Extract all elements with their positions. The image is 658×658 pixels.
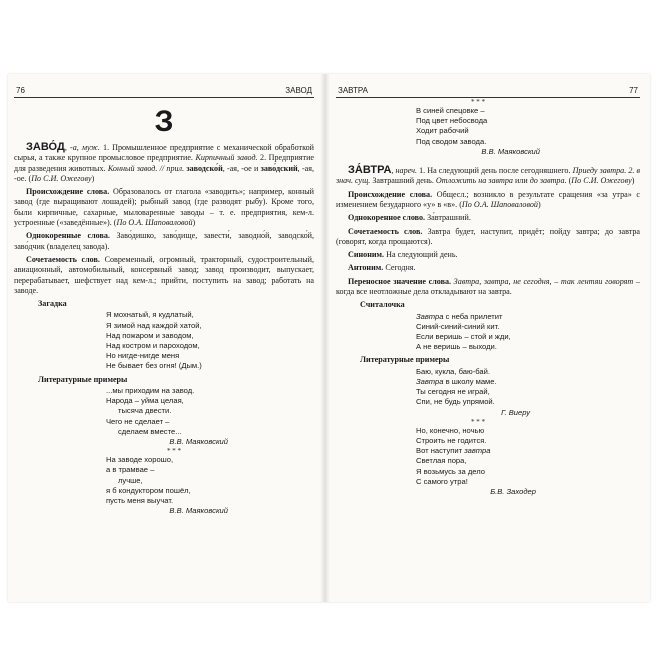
collocations-section: Сочетаемость слов. Завтра будет, наступит, придёт; пойду завтра; до завтра (говорят, когда прощаются). <box>336 226 640 246</box>
headword: ЗАВО́Д <box>26 141 65 153</box>
poem-line: тысяча двести. <box>118 406 172 416</box>
poem-line: С самого утра! <box>416 476 468 486</box>
stars-separator: * * * <box>471 98 485 106</box>
poem-line: Под цвет небосвода <box>416 116 488 126</box>
poem-line: Строить не годится. <box>416 435 487 445</box>
poem-line: Светлая пора, <box>416 456 467 466</box>
collocations-section: Сочетаемость слов. Современный, огромный, тракторный, судостроительный, авиационный, автомобильный, консервный завод; завод производит, выпускает, перерабатывает, шефствует над кем-л.; прийти, поступить на завод; работать на заводе. <box>14 254 314 295</box>
literary-quote-1 <box>106 386 314 437</box>
left-page <box>14 74 314 602</box>
poem-line: Не бывает без огня! (Дым.) <box>106 361 202 371</box>
cognate-section: Однокоренное слово. За́втрашний. <box>348 213 471 223</box>
poem-line: Но нигде-нигде меня <box>106 351 180 361</box>
poem-line: В синей спецовке – <box>416 106 485 115</box>
synonym-section: Синоним. На следующий день. <box>348 250 458 260</box>
antonym-section: Антоним. Сегодня. <box>348 263 416 273</box>
poem-line: Я зимой над каждой хатой, <box>106 320 202 330</box>
author-attribution: В.В. Маяковский <box>169 436 228 446</box>
cognates-section: Однокоренные слова. Заво́дишко, заво́дище, завести́, заводно́й, заводско́й, заво́дчик (владелец завода). <box>14 231 314 251</box>
counting-rhyme-poem <box>416 312 640 353</box>
author-attribution: В.В. Маяковский <box>169 506 228 516</box>
literary-quote-1 <box>416 367 640 408</box>
book-gutter <box>320 74 330 602</box>
poem-line: я б кондуктором пошёл, <box>106 485 191 495</box>
entry-definition: ЗАВО́Д, -а, муж. 1. Промышленное предприятие с механической обработкой сырья, а также крупное промысловое предприятие. Кирпичный завод. 2. Предприятие для разведения животных. Конный завод. // прил. заводско́й, -ая, -ое и заво́дский, -ая, -ое. (По С.И. Ожегову) <box>14 141 314 183</box>
left-running-head <box>14 82 314 98</box>
poem-line: Спи, не будь упрямой. <box>416 397 495 407</box>
author-attribution: В.В. Маяковский <box>481 146 540 156</box>
figurative-section: Переносное значение слова. Завтра, завтра, не сегодня, – так лентяи говорят – когда все неотложные дела откладывают на завтра. <box>336 276 640 296</box>
poem-line: Под сводом завода. <box>416 136 487 146</box>
author-attribution: Б.В. Заходер <box>490 486 536 496</box>
poem-line: Ходит рабочий <box>416 126 469 136</box>
right-running-head <box>336 82 640 98</box>
stars-separator: * * * <box>471 417 485 426</box>
riddle-heading: Загадка <box>38 299 67 309</box>
literary-quote-2 <box>106 455 314 506</box>
entry-definition: ЗА́ВТРА, нареч. 1. На следующий день после сегодняшнего. Приеду завтра. 2. в знач. сущ. Завтрашний день. Отложить на завтра или до завтра. (По С.И. Ожегову) <box>336 164 641 186</box>
section-letter: З <box>154 105 174 138</box>
page-number: 76 <box>16 85 25 95</box>
poem-line: А не веришь – выходи. <box>416 342 497 352</box>
author-attribution: Г. Виеру <box>501 407 530 417</box>
poem-line: ...мы приходим на завод. <box>106 385 195 395</box>
poem-line: сделаем вместе... <box>118 426 182 436</box>
poem-line: Ты сегодня не играй, <box>416 387 490 397</box>
origin-section: Происхождение слова. Образовалось от глагола «заводить»; например, конный завод (где выращивают лошадей); рыбный завод (где разводят рыбу). Кроме того, были кирпичные, сахарные, мыловаренные заводы – т. е. предприятия, кем-л. устроенные («заведённые»). (По О.А. Шаповаловой) <box>14 187 315 228</box>
page-number: 77 <box>629 85 638 95</box>
origin-section: Происхождение слова. Общесл.; возникло в результате сращения «за утра» с изменением безударного «у» в «в». (По О.А. Шаповаловой) <box>336 189 640 209</box>
counting-rhyme-heading: Считалочка <box>360 300 405 310</box>
running-head-title: ЗАВТРА <box>338 85 368 95</box>
literary-heading: Литературные примеры <box>38 374 128 384</box>
poem-line: Баю, кукла, баю-бай. <box>416 366 490 376</box>
literary-heading: Литературные примеры <box>360 355 450 365</box>
poem-line: а в трамвае – <box>106 465 155 475</box>
poem-line: Завтра в школу маме. <box>416 376 497 386</box>
poem-line: Если веришь – стой и жди, <box>416 331 511 341</box>
headword: ЗА́ВТРА <box>348 164 392 177</box>
poem-line: Народа – уйма целая, <box>106 396 184 406</box>
literary-quote-2 <box>416 426 640 487</box>
poem-line: Над костром и пароходом, <box>106 341 200 351</box>
poem-line: лучше, <box>118 475 143 485</box>
right-page <box>336 74 640 602</box>
poem-line: Синий-синий-синий кит. <box>416 321 500 331</box>
poem-line: Но, конечно, ночью <box>416 425 485 435</box>
stars-separator: * * * <box>167 447 181 456</box>
poem-line: пусть меня выучат. <box>106 496 174 505</box>
poem-line: Над пожаром и заводом, <box>106 330 194 340</box>
poem-line: Я возьмусь за дело <box>416 466 485 476</box>
top-poem <box>416 106 640 147</box>
poem-line: Я мохнатый, я кудлатый, <box>106 310 194 320</box>
poem-line: Завтра с неба прилетит <box>416 311 503 321</box>
riddle-poem <box>106 310 314 371</box>
poem-line: Вот наступит завтра <box>416 446 491 456</box>
running-head-title: ЗАВОД <box>285 85 312 95</box>
poem-line: Чего не сделает – <box>106 416 170 426</box>
poem-line: На заводе хорошо, <box>106 455 174 465</box>
